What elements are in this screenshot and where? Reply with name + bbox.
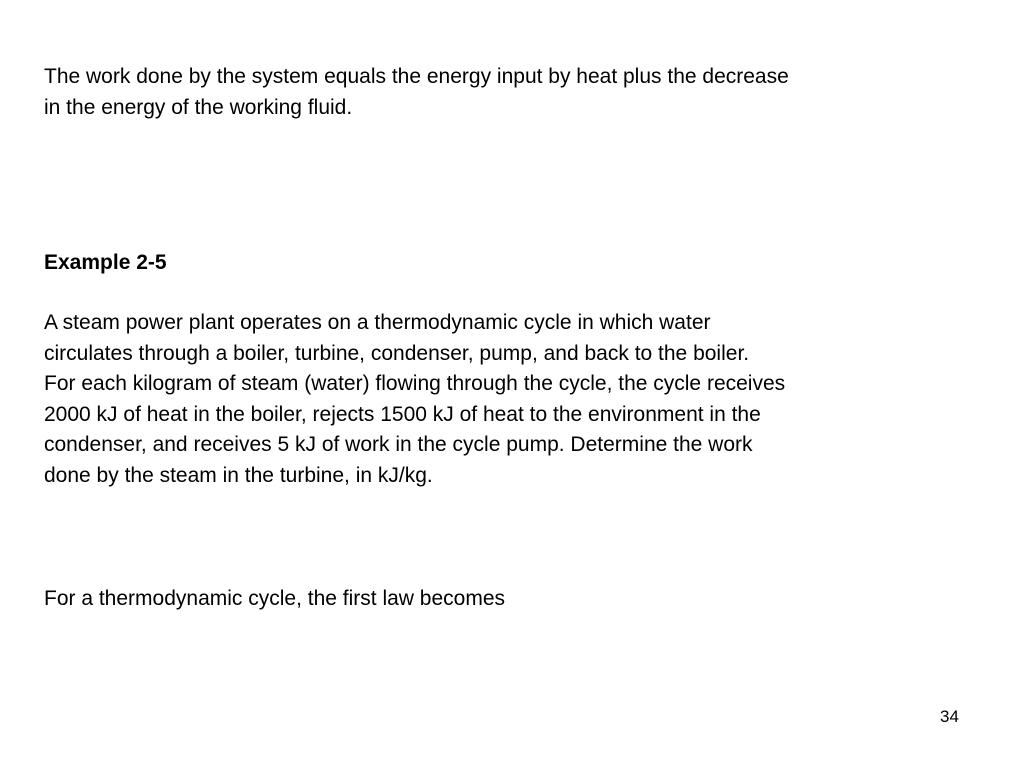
intro-paragraph: The work done by the system equals the energy input by heat plus the decrease in the energy of the working fluid. <box>44 65 789 119</box>
page-number: 34 <box>940 707 959 726</box>
example-heading: Example 2-5 <box>44 251 167 274</box>
problem-statement: A steam power plant operates on a thermodynamic cycle in which water circulates through a boiler, turbine, condenser, pump, and back to the boiler. For each kilogram of steam (water) flowing through the cycle, the cycle receives 2000 kJ of heat in the boiler, rejects 1500 kJ of heat to the environment in the condenser, and receives 5 kJ of work in the cycle pump. Determine the work done by the steam in the turbine, in kJ/kg. <box>44 311 786 487</box>
first-law-statement: For a thermodynamic cycle, the first law becomes <box>44 587 505 610</box>
